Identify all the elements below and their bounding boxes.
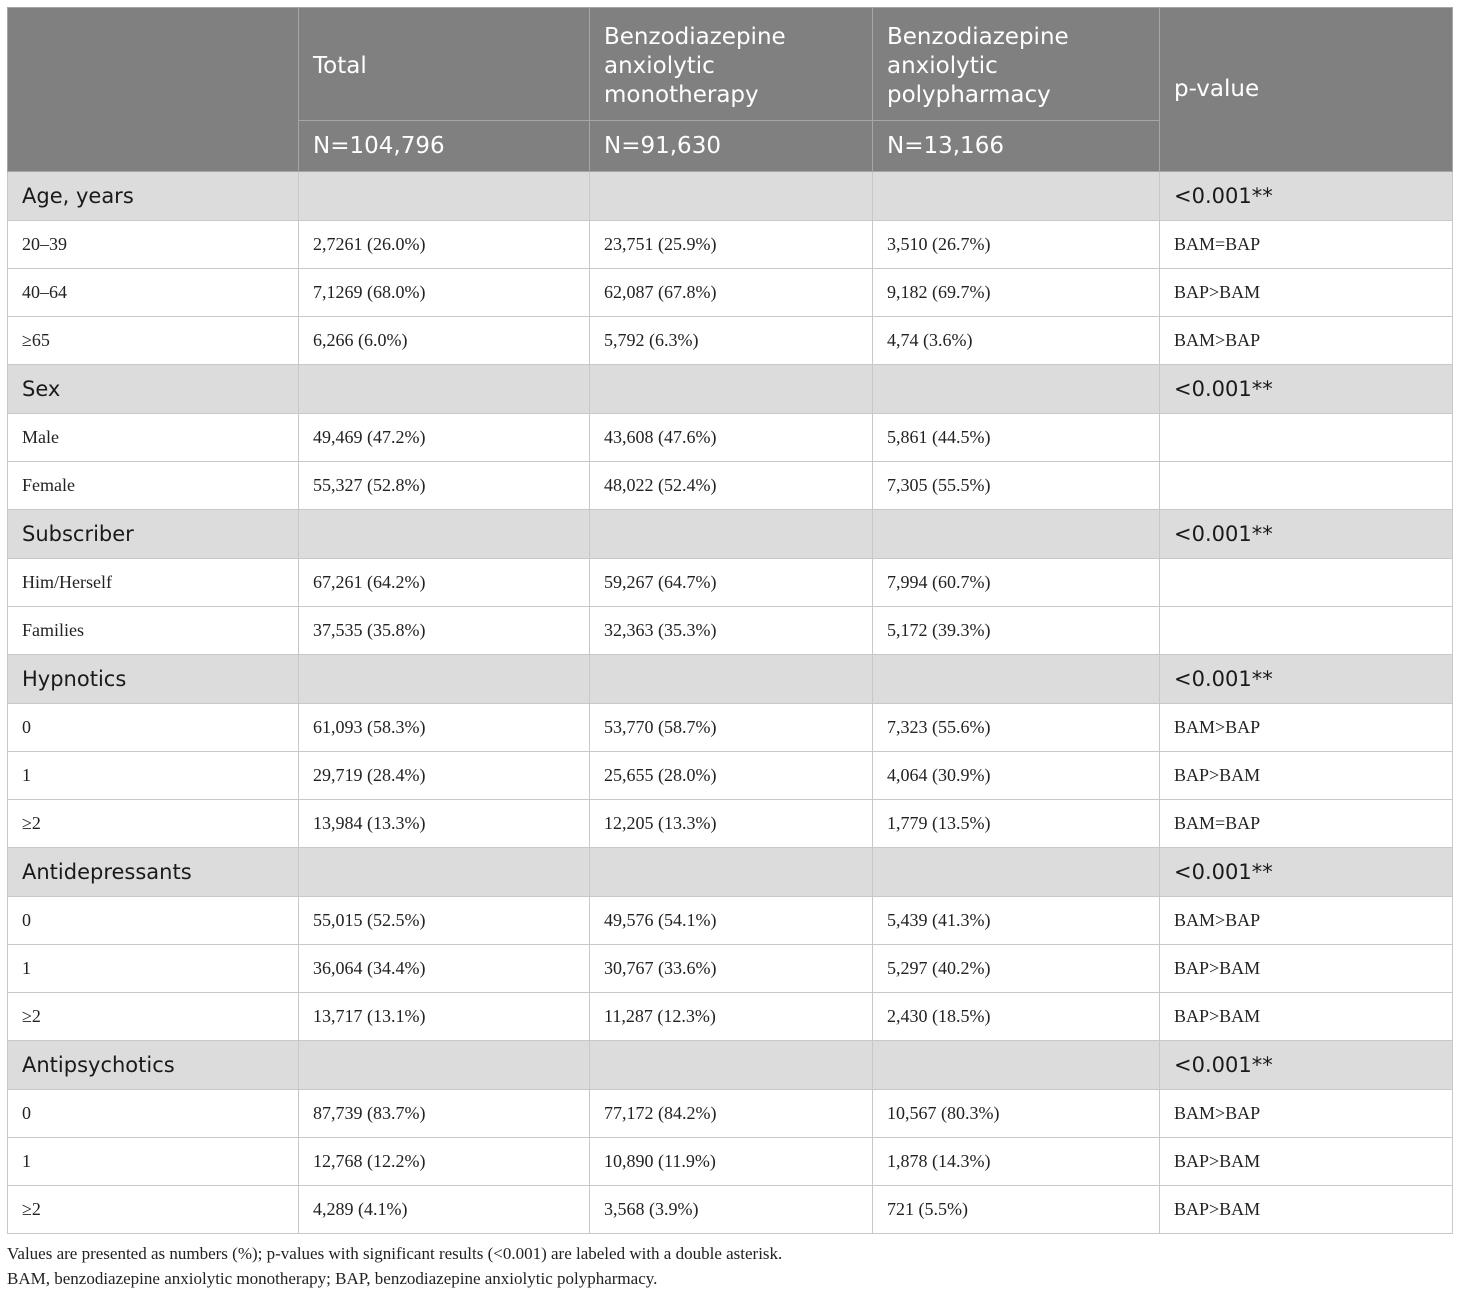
- row-label: 0: [8, 704, 299, 752]
- row-label: 1: [8, 945, 299, 993]
- table-row: [8, 945, 1453, 993]
- group-total-cell: [299, 172, 590, 221]
- group-header-row: [8, 655, 1453, 704]
- row-total: 13,717 (13.1%): [299, 993, 590, 1041]
- group-bap-cell: [873, 848, 1160, 897]
- row-comparison: BAP>BAM: [1160, 269, 1453, 317]
- row-comparison: BAP>BAM: [1160, 993, 1453, 1041]
- group-bap-cell: [873, 1041, 1160, 1090]
- row-bap: 5,297 (40.2%): [873, 945, 1160, 993]
- table-row: [8, 607, 1453, 655]
- row-total: 12,768 (12.2%): [299, 1138, 590, 1186]
- row-bam: 53,770 (58.7%): [590, 704, 873, 752]
- row-bap: 4,74 (3.6%): [873, 317, 1160, 365]
- row-comparison: BAM=BAP: [1160, 800, 1453, 848]
- row-comparison: BAP>BAM: [1160, 1186, 1453, 1234]
- group-label: Age, years: [8, 172, 299, 221]
- table-row: [8, 1138, 1453, 1186]
- header-bap-n: N=13,166: [873, 121, 1160, 172]
- group-label: Sex: [8, 365, 299, 414]
- header-blank-cell: [8, 8, 299, 172]
- row-bam: 77,172 (84.2%): [590, 1090, 873, 1138]
- row-total: 55,327 (52.8%): [299, 462, 590, 510]
- row-label: Families: [8, 607, 299, 655]
- row-comparison: [1160, 559, 1453, 607]
- row-label: 20–39: [8, 221, 299, 269]
- table-row: [8, 1186, 1453, 1234]
- group-label: Antidepressants: [8, 848, 299, 897]
- row-bam: 32,363 (35.3%): [590, 607, 873, 655]
- table-row: [8, 269, 1453, 317]
- table-row: [8, 897, 1453, 945]
- row-bap: 1,779 (13.5%): [873, 800, 1160, 848]
- group-bam-cell: [590, 172, 873, 221]
- row-bam: 25,655 (28.0%): [590, 752, 873, 800]
- header-bam-n: N=91,630: [590, 121, 873, 172]
- row-bam: 23,751 (25.9%): [590, 221, 873, 269]
- row-bap: 5,861 (44.5%): [873, 414, 1160, 462]
- row-bam: 59,267 (64.7%): [590, 559, 873, 607]
- row-comparison: BAM>BAP: [1160, 897, 1453, 945]
- row-bam: 10,890 (11.9%): [590, 1138, 873, 1186]
- row-total: 87,739 (83.7%): [299, 1090, 590, 1138]
- group-pvalue: <0.001**: [1160, 365, 1453, 414]
- row-bam: 30,767 (33.6%): [590, 945, 873, 993]
- row-bap: 5,172 (39.3%): [873, 607, 1160, 655]
- row-total: 2,7261 (26.0%): [299, 221, 590, 269]
- row-label: 1: [8, 752, 299, 800]
- group-header-row: [8, 1041, 1453, 1090]
- row-bap: 7,323 (55.6%): [873, 704, 1160, 752]
- row-bap: 7,305 (55.5%): [873, 462, 1160, 510]
- table-container: [7, 7, 1452, 1291]
- header-total: Total: [299, 8, 590, 121]
- demographics-table: [7, 7, 1453, 1234]
- row-total: 36,064 (34.4%): [299, 945, 590, 993]
- group-header-row: [8, 172, 1453, 221]
- group-bam-cell: [590, 365, 873, 414]
- group-total-cell: [299, 365, 590, 414]
- table-row: [8, 559, 1453, 607]
- row-bam: 62,087 (67.8%): [590, 269, 873, 317]
- row-bam: 5,792 (6.3%): [590, 317, 873, 365]
- row-comparison: BAM=BAP: [1160, 221, 1453, 269]
- row-total: 37,535 (35.8%): [299, 607, 590, 655]
- row-label: 40–64: [8, 269, 299, 317]
- row-comparison: BAM>BAP: [1160, 317, 1453, 365]
- row-label: ≥65: [8, 317, 299, 365]
- row-bap: 3,510 (26.7%): [873, 221, 1160, 269]
- group-header-row: [8, 365, 1453, 414]
- table-row: [8, 993, 1453, 1041]
- row-bam: 11,287 (12.3%): [590, 993, 873, 1041]
- row-total: 67,261 (64.2%): [299, 559, 590, 607]
- group-pvalue: <0.001**: [1160, 848, 1453, 897]
- row-comparison: BAP>BAM: [1160, 945, 1453, 993]
- table-footnotes: [7, 1241, 1452, 1291]
- header-pvalue: p-value: [1160, 8, 1453, 172]
- row-bap: 9,182 (69.7%): [873, 269, 1160, 317]
- row-comparison: BAM>BAP: [1160, 704, 1453, 752]
- row-label: 0: [8, 897, 299, 945]
- group-header-row: [8, 848, 1453, 897]
- row-comparison: [1160, 607, 1453, 655]
- group-bam-cell: [590, 848, 873, 897]
- group-bam-cell: [590, 1041, 873, 1090]
- row-comparison: BAM>BAP: [1160, 1090, 1453, 1138]
- row-total: 6,266 (6.0%): [299, 317, 590, 365]
- row-total: 49,469 (47.2%): [299, 414, 590, 462]
- row-bam: 43,608 (47.6%): [590, 414, 873, 462]
- group-total-cell: [299, 655, 590, 704]
- header-total-n: N=104,796: [299, 121, 590, 172]
- row-total: 13,984 (13.3%): [299, 800, 590, 848]
- row-label: ≥2: [8, 800, 299, 848]
- row-bam: 12,205 (13.3%): [590, 800, 873, 848]
- row-label: ≥2: [8, 993, 299, 1041]
- row-comparison: BAP>BAM: [1160, 752, 1453, 800]
- group-total-cell: [299, 510, 590, 559]
- row-bap: 2,430 (18.5%): [873, 993, 1160, 1041]
- group-bam-cell: [590, 655, 873, 704]
- group-pvalue: <0.001**: [1160, 172, 1453, 221]
- group-label: Antipsychotics: [8, 1041, 299, 1090]
- footnote-significance: Values are presented as numbers (%); p-values with significant results (<0.001) are labeled with a double asterisk.: [7, 1244, 783, 1263]
- group-bap-cell: [873, 655, 1160, 704]
- row-label: Him/Herself: [8, 559, 299, 607]
- group-bap-cell: [873, 172, 1160, 221]
- table-row: [8, 800, 1453, 848]
- row-bam: 48,022 (52.4%): [590, 462, 873, 510]
- row-label: 0: [8, 1090, 299, 1138]
- header-bap: Benzodiazepine anxiolytic polypharmacy: [873, 8, 1160, 121]
- row-bap: 5,439 (41.3%): [873, 897, 1160, 945]
- row-bap: 10,567 (80.3%): [873, 1090, 1160, 1138]
- group-total-cell: [299, 848, 590, 897]
- table-row: [8, 317, 1453, 365]
- group-header-row: [8, 510, 1453, 559]
- table-row: [8, 462, 1453, 510]
- header-bam: Benzodiazepine anxiolytic monotherapy: [590, 8, 873, 121]
- group-bap-cell: [873, 365, 1160, 414]
- row-total: 4,289 (4.1%): [299, 1186, 590, 1234]
- group-label: Hypnotics: [8, 655, 299, 704]
- row-label: ≥2: [8, 1186, 299, 1234]
- row-total: 61,093 (58.3%): [299, 704, 590, 752]
- group-label: Subscriber: [8, 510, 299, 559]
- group-pvalue: <0.001**: [1160, 655, 1453, 704]
- group-pvalue: <0.001**: [1160, 1041, 1453, 1090]
- row-bap: 7,994 (60.7%): [873, 559, 1160, 607]
- row-bap: 721 (5.5%): [873, 1186, 1160, 1234]
- table-row: [8, 752, 1453, 800]
- table-row: [8, 1090, 1453, 1138]
- group-bap-cell: [873, 510, 1160, 559]
- row-total: 55,015 (52.5%): [299, 897, 590, 945]
- table-row: [8, 221, 1453, 269]
- group-pvalue: <0.001**: [1160, 510, 1453, 559]
- footnote-abbreviations: BAM, benzodiazepine anxiolytic monotherapy; BAP, benzodiazepine anxiolytic polypharmacy.: [7, 1269, 658, 1288]
- row-label: 1: [8, 1138, 299, 1186]
- row-bam: 49,576 (54.1%): [590, 897, 873, 945]
- row-total: 29,719 (28.4%): [299, 752, 590, 800]
- table-header: [8, 8, 1453, 172]
- table-body: [8, 172, 1453, 1234]
- row-bap: 1,878 (14.3%): [873, 1138, 1160, 1186]
- row-comparison: [1160, 462, 1453, 510]
- row-bam: 3,568 (3.9%): [590, 1186, 873, 1234]
- group-bam-cell: [590, 510, 873, 559]
- row-bap: 4,064 (30.9%): [873, 752, 1160, 800]
- table-row: [8, 704, 1453, 752]
- row-total: 7,1269 (68.0%): [299, 269, 590, 317]
- row-label: Female: [8, 462, 299, 510]
- row-comparison: [1160, 414, 1453, 462]
- row-comparison: BAP>BAM: [1160, 1138, 1453, 1186]
- table-row: [8, 414, 1453, 462]
- group-total-cell: [299, 1041, 590, 1090]
- row-label: Male: [8, 414, 299, 462]
